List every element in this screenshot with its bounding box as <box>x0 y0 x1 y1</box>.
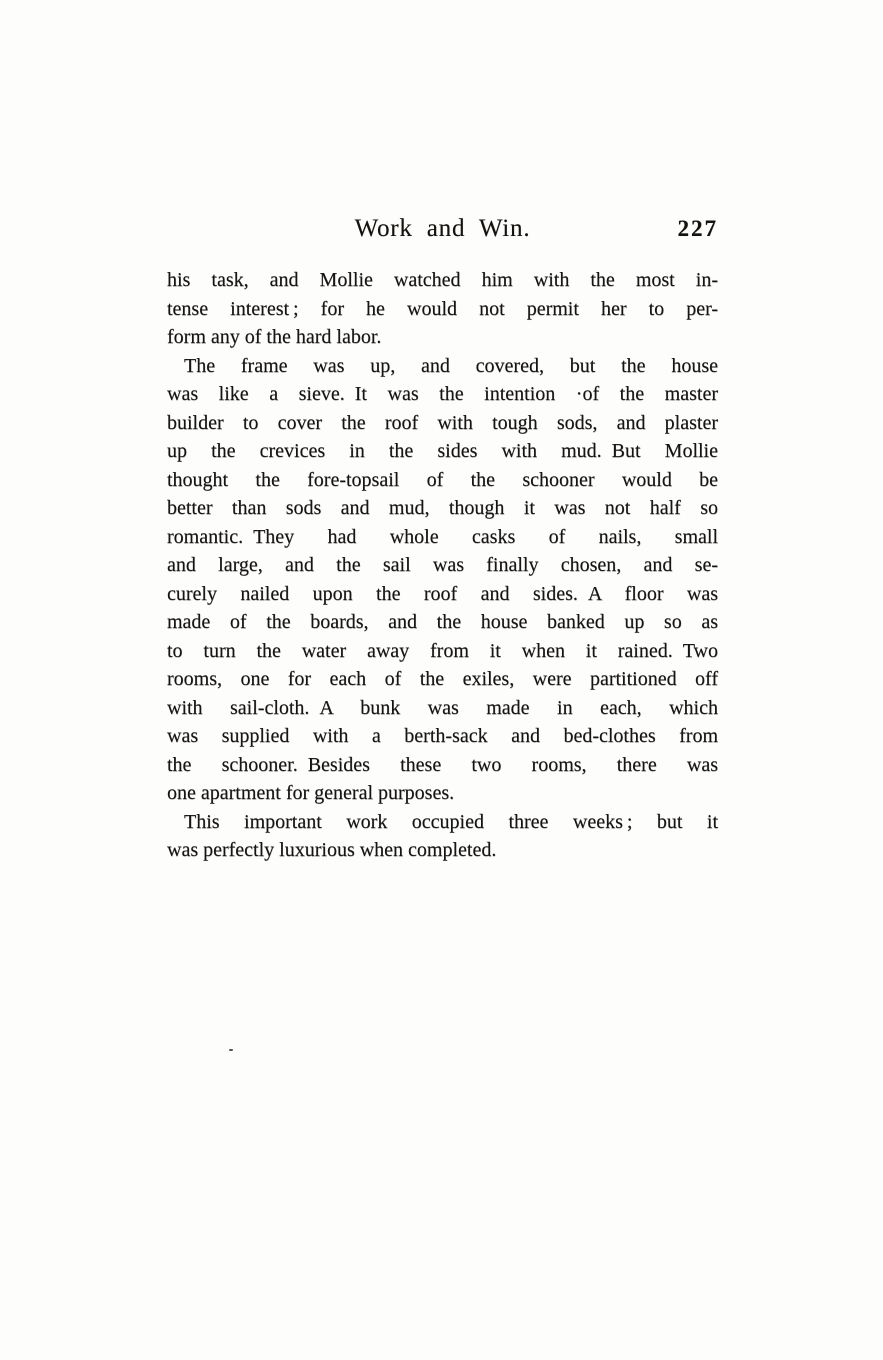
page-number: 227 <box>677 216 718 241</box>
text-line: to turn the water away from it when it rained. Two <box>167 639 718 662</box>
text-line: better than sods and mud, though it was not half so <box>167 497 718 519</box>
text-line: was like a sieve. It was the intention ·of the master <box>167 383 718 405</box>
text-line: the schooner. Besides these two rooms, there was <box>167 753 718 776</box>
page-header <box>167 215 718 249</box>
text-line: and large, and the sail was finally chosen, and se- <box>167 554 718 576</box>
text-line: his task, and Mollie watched him with the most in- <box>167 269 718 291</box>
text-line: was perfectly luxurious when completed. <box>167 839 497 861</box>
text-line: was supplied with a berth-sack and bed-clothes from <box>167 725 718 747</box>
body-text <box>167 266 718 865</box>
paragraph <box>167 266 718 352</box>
text-line: made of the boards, and the house banked up so as <box>167 611 718 633</box>
text-line: The frame was up, and covered, but the house <box>184 354 718 377</box>
text-line: with sail-cloth. A bunk was made in each, which <box>167 696 718 719</box>
text-line: builder to cover the roof with tough sods, and plaster <box>167 411 718 434</box>
text-line: rooms, one for each of the exiles, were partitioned off <box>167 668 718 690</box>
running-title: Work and Win. <box>354 215 531 242</box>
text-line: This important work occupied three weeks ; but it <box>184 810 718 833</box>
text-line: tense interest ; for he would not permit her to per- <box>167 297 718 320</box>
text-line: up the crevices in the sides with mud. But Mollie <box>167 440 718 462</box>
text-line: curely nailed upon the roof and sides. A floor was <box>167 582 718 605</box>
paragraph <box>167 808 718 865</box>
text-line: romantic. They had whole casks of nails, small <box>167 525 718 548</box>
paragraph <box>167 352 718 808</box>
text-line: one apartment for general purposes. <box>167 782 455 804</box>
ink-speck-artifact <box>229 1049 233 1051</box>
text-line: thought the fore-topsail of the schooner would be <box>167 468 718 491</box>
text-line: form any of the hard labor. <box>167 326 382 348</box>
